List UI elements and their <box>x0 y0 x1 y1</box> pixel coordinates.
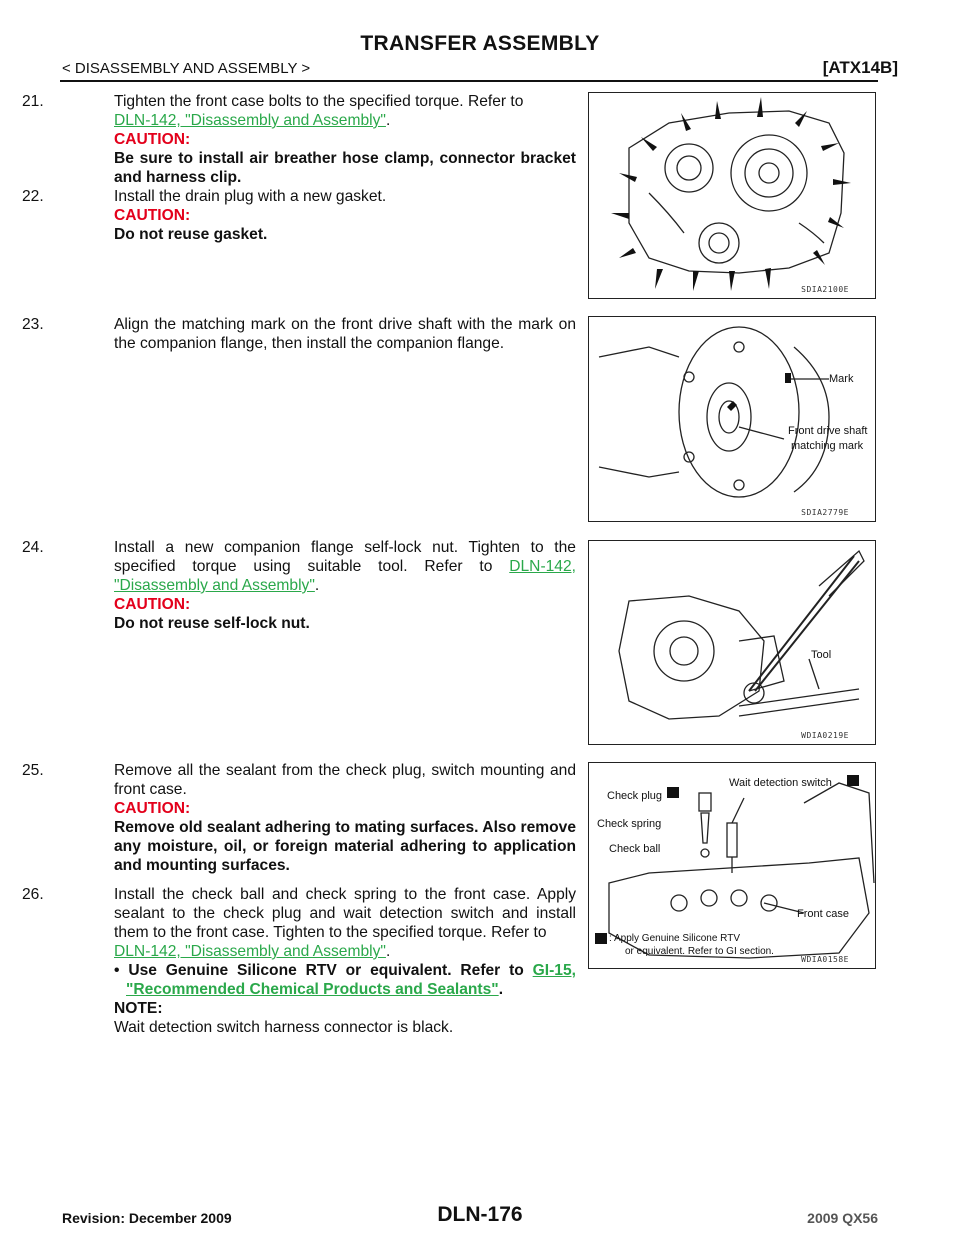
figure-self-lock-nut <box>588 540 876 745</box>
label-mark: Mark <box>829 373 854 385</box>
label-front-drive-shaft: Front drive shaft <box>788 425 868 437</box>
torque-tool-illustration <box>589 541 875 744</box>
page-number: DLN-176 <box>437 1203 523 1226</box>
figure-companion-flange <box>588 316 876 522</box>
step-26 <box>22 885 576 1037</box>
companion-flange-illustration <box>589 317 875 521</box>
ref-link[interactable]: DLN-142, "Disassembly and Assembly" <box>114 558 576 594</box>
caution-text: Remove old sealant adhering to mating surfaces. Also remove any moisture, oil, or foreign material adhering to application and mounting surfaces. <box>114 819 576 874</box>
bullet-text: Use Genuine Silicone RTV or equivalent. Refer to <box>128 962 524 979</box>
caution-label: CAUTION: <box>114 800 191 817</box>
figure-front-case-bolts <box>588 92 876 299</box>
bullet-item: • Use Genuine Silicone RTV or equivalent. Refer to GI-15, "Recommended Chemical Products and Sealants". <box>114 962 576 998</box>
transfer-case-illustration <box>589 93 875 298</box>
label-matching-mark: matching mark <box>791 440 864 452</box>
label-tool: Tool <box>811 649 832 661</box>
step-23 <box>22 315 576 353</box>
step-text: Align the matching mark on the front drive shaft with the mark on the companion flange, then install the companion flange. <box>114 316 576 352</box>
step-22 <box>22 187 576 244</box>
label-check-spring: Check spring <box>597 818 662 830</box>
step-number: 26. <box>22 886 44 903</box>
step-text: Install the check ball and check spring to the front case. Apply sealant to the check plug and wait detection switch and install them to the front case. Tighten to the specified torque. Refer to <box>114 886 576 941</box>
figure-check-plug <box>588 762 876 969</box>
step-number: 23. <box>22 316 44 333</box>
punct: . <box>314 577 320 594</box>
ref-link[interactable]: DLN-142, "Disassembly and Assembly" <box>114 943 386 960</box>
note-text: Wait detection switch harness connector is black. <box>114 1019 454 1036</box>
step-24 <box>22 538 576 633</box>
vehicle-model: 2009 QX56 <box>807 1210 878 1226</box>
revision-date: Revision: December 2009 <box>62 1210 232 1226</box>
step-number: 22. <box>22 188 44 205</box>
header-rule <box>60 80 878 82</box>
punct: . <box>385 112 391 129</box>
label-wait-detection-switch: Wait detection switch <box>729 777 832 789</box>
step-text: Remove all the sealant from the check plug, switch mounting and front case. <box>114 762 576 798</box>
step-number: 21. <box>22 93 44 110</box>
punct: . <box>498 981 504 998</box>
caution-text: Do not reuse self-lock nut. <box>114 615 310 632</box>
label-check-ball: Check ball <box>609 843 661 855</box>
step-number: 25. <box>22 762 44 779</box>
step-text: Install the drain plug with a new gasket. <box>114 188 387 205</box>
figure-code: WDIA0158E <box>801 955 849 964</box>
legend-sealant-line2: or equivalent. Refer to GI section. <box>625 946 774 957</box>
caution-text: Be sure to install air breather hose clamp, connector bracket and harness clip. <box>114 150 576 186</box>
legend-sealant-line1: : Apply Genuine Silicone RTV <box>609 933 741 944</box>
model-code: [ATX14B] <box>822 58 898 77</box>
step-21 <box>22 92 576 187</box>
step-number: 24. <box>22 539 44 556</box>
figure-code: SDIA2100E <box>801 285 849 294</box>
caution-label: CAUTION: <box>114 207 191 224</box>
note-label: NOTE: <box>114 1000 163 1017</box>
figure-code: SDIA2779E <box>801 508 849 517</box>
step-text: Install a new companion flange self-lock nut. Tighten to the specified torque using suitable tool. Refer to <box>114 539 576 575</box>
label-check-plug: Check plug <box>607 790 663 802</box>
figure-code: WDIA0219E <box>801 731 849 740</box>
caution-text: Do not reuse gasket. <box>114 226 268 243</box>
ref-link[interactable]: DLN-142, "Disassembly and Assembly" <box>114 112 386 129</box>
caution-label: CAUTION: <box>114 131 191 148</box>
page-title: TRANSFER ASSEMBLY <box>360 32 600 55</box>
section-label: < DISASSEMBLY AND ASSEMBLY > <box>62 60 311 77</box>
step-text: Tighten the front case bolts to the specified torque. Refer to <box>114 93 524 110</box>
caution-label: CAUTION: <box>114 596 191 613</box>
label-front-case: Front case <box>797 908 849 920</box>
step-25 <box>22 761 576 875</box>
punct: . <box>385 943 391 960</box>
ref-link[interactable]: GI-15, "Recommended Chemical Products and Sealants" <box>126 962 576 998</box>
